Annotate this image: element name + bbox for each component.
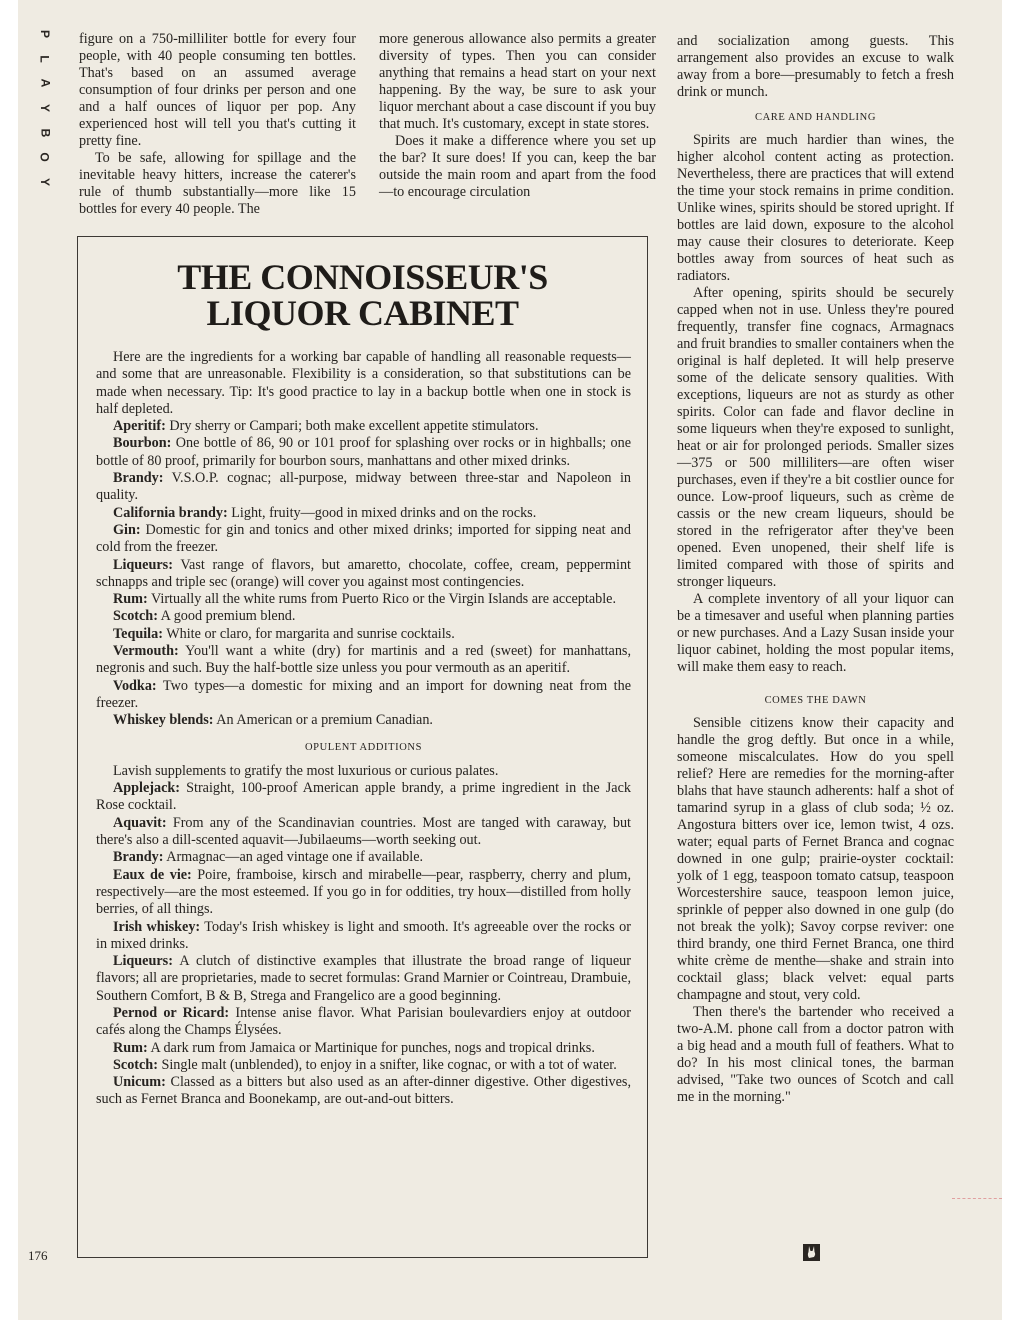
liquor-entry-term: Vodka:	[113, 677, 157, 694]
liquor-entry-term: Brandy:	[113, 849, 164, 866]
care-paragraph-2: After opening, spirits should be securely capped when not in use. Unless they're poured frequently, transfer fine cognacs, Armagnacs and fruit brandies to smaller containers when the original is half depleted. It will help preserve some of the delicate sensory qualities. With exceptions, liqueurs are not as sturdy as other spirits. Color can fade and flavor decline in some liqueurs when they're exposed to sunlight, heat or air for prolonged periods. Smaller sizes—375 or 500 milliliters—are often wiser purchases, even if they're a bit costlier ounce for ounce. Low-proof liqueurs, such as crème de cassis or the new cream liqueurs, should be stored in the refrigerator after they've been opened. Even unopened, their shelf life is limited compared with those of spirits and stronger liqueurs.	[677, 285, 954, 590]
liquor-entry-term: Irish whiskey:	[113, 918, 201, 935]
sidebar-title	[78, 259, 647, 331]
sidebar-title-line-1: THE CONNOISSEUR'S	[177, 257, 548, 297]
liquor-entry-term: Liqueurs:	[113, 953, 173, 970]
liquor-entry-term: Rum:	[113, 591, 148, 608]
liquor-entry	[96, 505, 631, 522]
liquor-entry-term: Eaux de vie:	[113, 866, 192, 883]
liquor-entry-text: Armagnac—an aged vintage one if available.	[163, 849, 424, 866]
magazine-label-letter: L	[38, 54, 52, 63]
liquor-entry	[96, 643, 631, 678]
margin-mark	[952, 1198, 1002, 1200]
liquor-entry-term: Aquavit:	[113, 814, 167, 831]
page-number: 176	[28, 1248, 48, 1263]
liquor-cabinet-sidebar	[77, 236, 648, 1258]
liquor-entry-text: White or claro, for margarita and sunrise cocktails.	[162, 625, 455, 642]
liquor-entry-text: You'll want a white (dry) for martinis and a red (sweet) for manhattans, negronis and such. Buy the half-bottle size unless you pour vermouth as an aperitif.	[96, 643, 631, 677]
magazine-label-letter: Y	[37, 103, 52, 112]
magazine-label-letter: A	[37, 78, 52, 88]
col3-intro: and socialization among guests. This arrangement also provides an excuse to walk away from a bore—presumably to fetch a fresh drink or munch.	[677, 33, 954, 100]
liquor-entry	[96, 919, 631, 954]
col1-paragraph-2: To be safe, allowing for spillage and the inevitable heavy hitters, increase the caterer's rule of thumb substantially—more like 15 bottles for every 40 people. The	[79, 150, 356, 217]
column-3	[677, 33, 954, 1106]
liquor-entry-text: Today's Irish whiskey is light and smooth. It's agreeable over the rocks or in mixed drinks.	[96, 918, 632, 952]
col2-paragraph-2: Does it make a difference where you set up the bar? It sure does! If you can, keep the bar outside the main room and apart from the food—to encourage circulation	[379, 133, 656, 200]
sidebar-body	[96, 349, 631, 1109]
dawn-paragraph-1: Sensible citizens know their capacity and handle the grog deftly. But once in a while, someone miscalculates. How do you spell relief? Here are remedies for the morning-after blahs that have staunch adherents: half a shot of tamarind syrup in a glass of club soda; ½ oz. Angostura bitters over ice, lemon twist, 4 ozs. water; equal parts of Fernet Branca and cognac downed in one gulp; prairie-oyster cocktail: yolk of 1 egg, teaspoon tomato catsup, teaspoon Worcestershire sauce, teaspoon lemon juice, sprinkle of pepper also downed in one gulp (do not break the yolk); Savoy corpse reviver: one third brandy, one third Fernet Branca, one third white crème de menthe—shake and strain into cocktail glass; black velvet: equal parts champagne and stout, very cold.	[677, 715, 954, 1003]
column-2	[379, 31, 656, 201]
magazine-label-letter: P	[37, 29, 52, 39]
liquor-entry-term: Pernod or Ricard:	[113, 1004, 230, 1021]
liquor-entry-term: Brandy:	[113, 470, 164, 487]
liquor-entry	[96, 712, 631, 729]
liquor-entry-text: Single malt (unblended), to enjoy in a snifter, like cognac, or with a tot of water.	[157, 1056, 617, 1073]
liquor-entry	[96, 867, 631, 919]
liquor-entry-term: Aperitif:	[113, 418, 166, 435]
magazine-side-label	[34, 28, 56, 188]
liquor-entry-text: Intense anise flavor. What Parisian boulevardiers enjoy at outdoor cafés along the Champs Élysées.	[96, 1004, 632, 1039]
care-and-handling-heading: CARE AND HANDLING	[754, 112, 877, 123]
magazine-label-letter: O	[38, 152, 52, 162]
essential-items-list	[96, 418, 631, 729]
rabbit-logo-icon	[803, 1244, 820, 1261]
magazine-label-letter: B	[37, 128, 52, 137]
liquor-entry	[96, 815, 631, 850]
comes-the-dawn-heading: COMES THE DAWN	[764, 695, 867, 706]
liquor-entry-text: Straight, 100-proof American apple brandy, a prime ingredient in the Jack Rose cocktail.	[96, 780, 631, 814]
liquor-entry-text: Light, fruity—good in mixed drinks and on the rocks.	[227, 504, 537, 521]
magazine-label-letter: Y	[37, 177, 52, 186]
liquor-entry-term: Liqueurs:	[113, 556, 173, 573]
liquor-entry-term: Tequila:	[113, 625, 163, 642]
liquor-entry-text: Dry sherry or Campari; both make excellent appetite stimulators.	[165, 418, 539, 435]
dawn-paragraph-2: Then there's the bartender who received a two-A.M. phone call from a doctor patron with a big head and a mouth full of feathers. What to do? In his most clinical tones, the barman advised, "Take two ounces of Scotch and call me in the morning."	[677, 1004, 954, 1105]
liquor-entry	[96, 1040, 631, 1057]
liquor-entry-text: An American or a premium Canadian.	[213, 712, 433, 729]
liquor-entry-term: Gin:	[113, 521, 141, 538]
liquor-entry	[96, 953, 631, 1005]
opulent-items-list	[96, 780, 631, 1109]
liquor-entry	[96, 418, 631, 435]
liquor-entry-term: Vermouth:	[113, 643, 179, 660]
liquor-entry	[96, 849, 631, 866]
liquor-entry	[96, 470, 631, 505]
liquor-entry-text: Classed as a bitters but also used as an after-dinner digestive. Other digestives, such as Fernet Branca and Boonekamp, are out-and-out bitters.	[96, 1074, 631, 1108]
liquor-entry	[96, 591, 631, 608]
liquor-entry-term: Scotch:	[113, 608, 158, 625]
liquor-entry-text: A good premium blend.	[157, 608, 296, 625]
liquor-entry-term: Rum:	[113, 1039, 148, 1056]
liquor-entry-text: V.S.O.P. cognac; all-purpose, midway between three-star and Napoleon in quality.	[96, 470, 631, 504]
liquor-entry	[96, 608, 631, 625]
liquor-entry-text: Two types—a domestic for mixing and an import for downing neat from the freezer.	[96, 677, 631, 711]
column-1	[79, 31, 356, 218]
liquor-entry	[96, 1074, 631, 1109]
care-paragraph-1: Spirits are much hardier than wines, the higher alcohol content acting as protection. Nevertheless, there are practices that will extend the time your stock remains in prime condition. Unlike wines, spirits should be stored upright. If bottles are laid down, exposure to the alcohol may cause their closures to deteriorate. Keep bottles away from sources of heat such as radiators.	[677, 132, 954, 284]
sidebar-intro: Here are the ingredients for a working bar capable of handling all reasonable requests—and some that are unreasonable. Flexibility is a consideration, so that substitutions can be made when necessary. Tip: It's good practice to lay in a backup bottle when one in stock is half depleted.	[96, 349, 631, 417]
liquor-entry-text: Virtually all the white rums from Puerto Rico or the Virgin Islands are acceptable.	[147, 591, 617, 608]
liquor-entry-term: Unicum:	[113, 1074, 166, 1091]
liquor-entry	[96, 1057, 631, 1074]
liquor-entry-text: Vast range of flavors, but amaretto, chocolate, coffee, cream, peppermint schnapps and triple sec (orange) will cover you against most contingencies.	[96, 556, 631, 590]
liquor-entry-term: Whiskey blends:	[113, 712, 214, 729]
liquor-entry-text: A dark rum from Jamaica or Martinique for punches, nogs and tropical drinks.	[147, 1039, 595, 1056]
liquor-entry-term: Applejack:	[113, 780, 180, 797]
liquor-entry	[96, 435, 631, 470]
liquor-entry	[96, 626, 631, 643]
liquor-entry-text: Domestic for gin and tonics and other mixed drinks; imported for sipping neat and cold from the freezer.	[96, 521, 631, 556]
liquor-entry	[96, 557, 631, 592]
sidebar-title-line-2: LIQUOR CABINET	[206, 293, 519, 333]
liquor-entry	[96, 1005, 631, 1040]
liquor-entry-text: Poire, framboise, kirsch and mirabelle—pear, raspberry, cherry and plum, respectively—are the most esteemed. If you go in for oddities, try houx—distilled from holly berries, of all things.	[96, 866, 631, 918]
liquor-entry-text: From any of the Scandinavian countries. Most are tanged with caraway, but there's also a dill-scented aquavit—Jubilaeums—worth seeking out.	[96, 814, 631, 849]
liquor-entry-term: Bourbon:	[113, 435, 172, 452]
liquor-entry-term: Scotch:	[113, 1056, 158, 1073]
liquor-entry-term: California brandy:	[113, 504, 228, 521]
liquor-entry	[96, 780, 631, 815]
liquor-entry	[96, 678, 631, 713]
liquor-entry	[96, 522, 631, 557]
care-paragraph-3: A complete inventory of all your liquor can be a timesaver and useful when planning parties or new purchases. And a Lazy Susan inside your liquor cabinet, holding the most popular items, will make them easy to reach.	[677, 591, 954, 675]
opulent-additions-heading: OPULENT ADDITIONS	[304, 741, 423, 753]
liquor-entry-text: A clutch of distinctive examples that illustrate the broad range of liqueur flavors; all are proprietaries, made to secret formulas: Grand Marnier or Cointreau, Drambuie, Southern Comfort, B & B, Strega and Frangelico are a good beginning.	[96, 953, 631, 1004]
liquor-entry-text: One bottle of 86, 90 or 101 proof for splashing over rocks or in highballs; one bottle of 80 proof, primarily for bourbon sours, manhattans and other mixed drinks.	[96, 435, 631, 469]
opulent-intro: Lavish supplements to gratify the most luxurious or curious palates.	[113, 762, 499, 779]
col1-paragraph-1: figure on a 750-milliliter bottle for every four people, with 40 people consuming ten bottles. That's based on an assumed average consumption of four drinks per person and one and a half ounces of liquor per pop. Any experienced host will tell you that's cutting it pretty fine.	[79, 31, 356, 149]
col2-paragraph-1: more generous allowance also permits a greater diversity of types. Then you can consider anything that remains a head start on your next happening. By the way, be sure to ask your liquor merchant about a case discount if you buy that much. It's customary, except in state stores.	[379, 31, 656, 132]
